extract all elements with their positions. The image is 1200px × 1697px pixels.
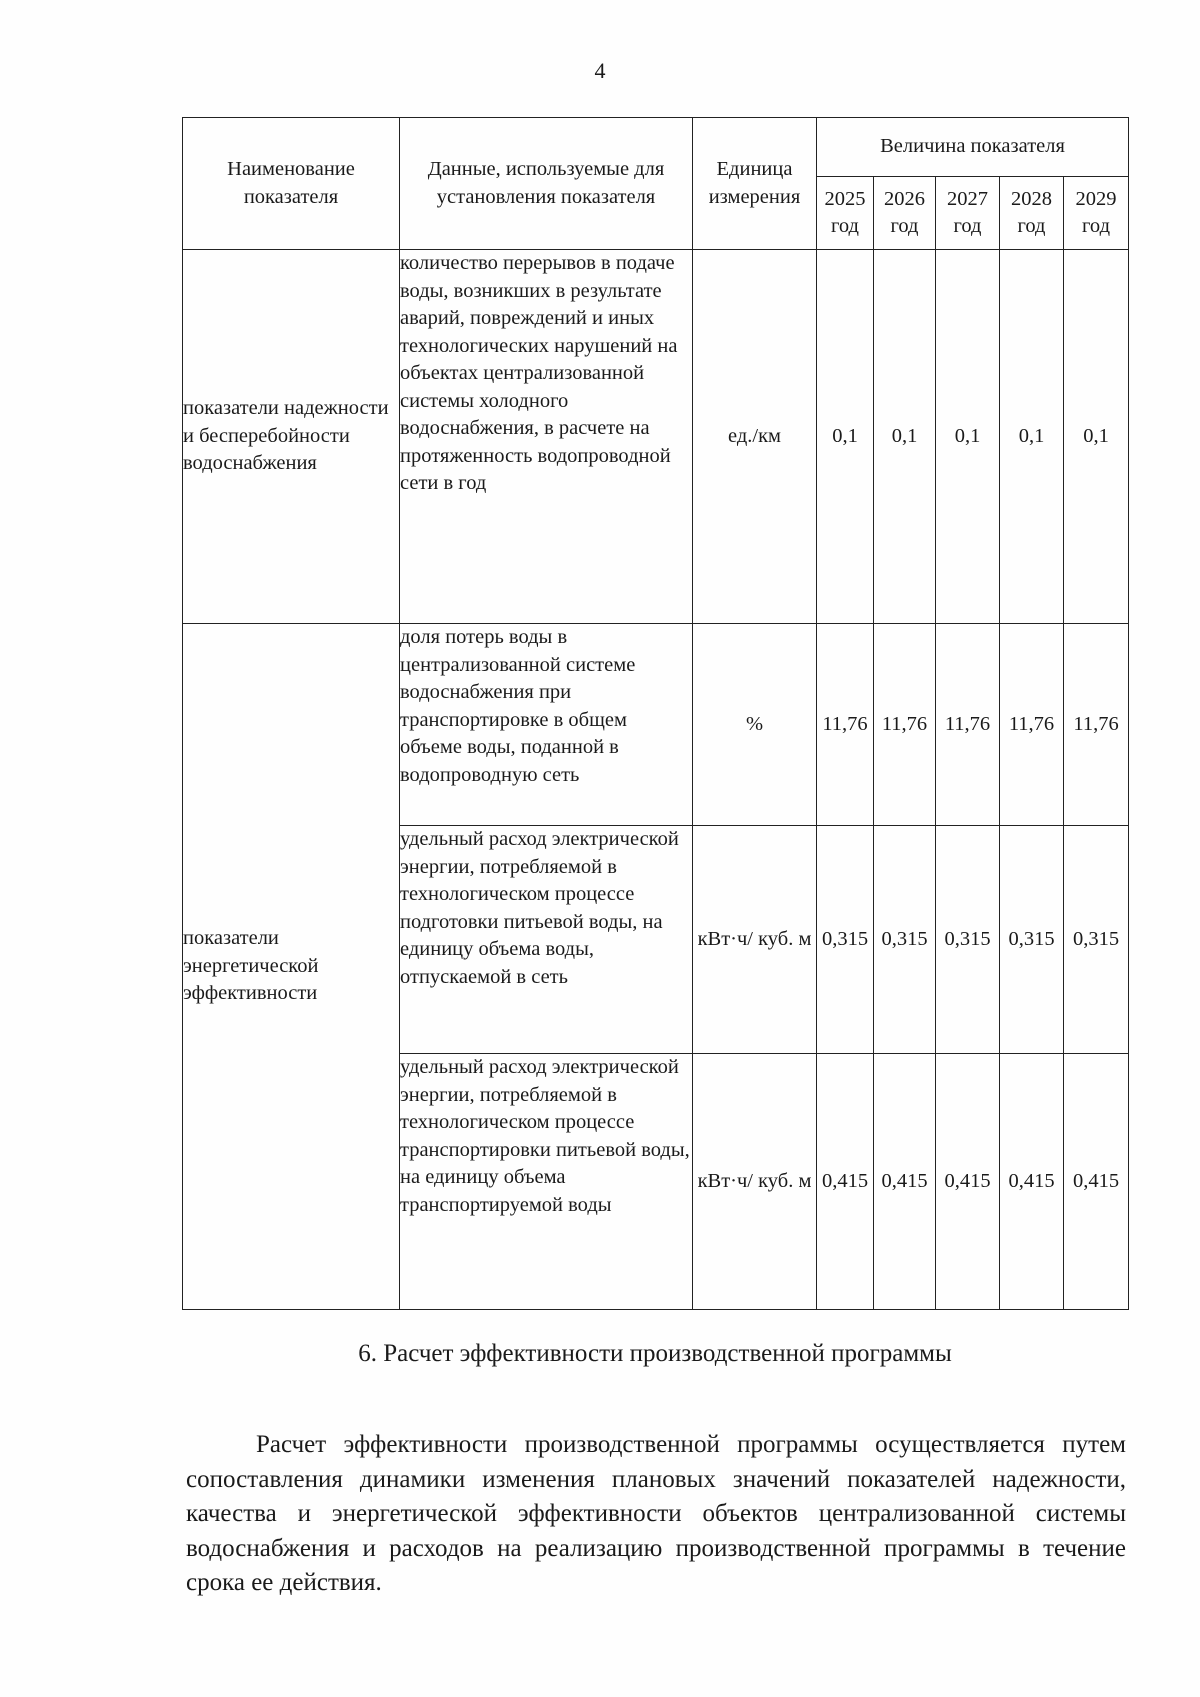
indicator-value: 0,1 [936,250,1000,624]
indicator-unit: кВт·ч/ куб. м [693,826,817,1054]
indicator-value: 0,1 [874,250,936,624]
indicator-data: доля потерь воды в централизованной системе водоснабжения при транспортировке в общем объеме воды, поданной в водопроводную сеть [400,624,693,826]
header-year: 2025 год [817,177,874,250]
section-paragraph: Расчет эффективности производственной программы осуществляется путем сопоставления динамики изменения плановых значений показателей надежности, качества и энергетической эффективности объектов централизованной системы водоснабжения и расходов на реализацию производственной программы в течение срока ее действия. [186,1431,1126,1596]
indicator-value: 0,415 [874,1054,936,1310]
indicator-value: 11,76 [817,624,874,826]
indicator-value: 11,76 [874,624,936,826]
indicator-data: удельный расход электрической энергии, потребляемой в технологическом процессе подготовки питьевой воды, на единицу объема воды, отпускаемой в сеть [400,826,693,1054]
page-number: 4 [594,58,606,83]
indicators-table [182,117,1129,1310]
indicator-unit: % [693,624,817,826]
indicator-group-name: показатели надежности и бесперебойности водоснабжения [183,250,400,624]
table-row [183,624,1129,826]
indicator-value: 0,315 [936,826,1000,1054]
indicator-value: 0,415 [1064,1054,1129,1310]
indicator-value: 0,415 [936,1054,1000,1310]
indicator-value: 0,1 [1000,250,1064,624]
indicator-value: 0,1 [1064,250,1129,624]
indicator-value: 0,1 [817,250,874,624]
header-unit: Единица измерения [693,118,817,250]
indicator-value: 0,315 [1064,826,1129,1054]
table-header-row [183,118,1129,177]
indicator-value: 0,315 [1000,826,1064,1054]
indicator-value: 11,76 [936,624,1000,826]
header-value: Величина показателя [817,118,1129,177]
indicator-group-name: показатели энергетической эффективности [183,624,400,1310]
table-row [183,250,1129,624]
indicator-unit: кВт·ч/ куб. м [693,1054,817,1310]
header-data: Данные, используемые для установления показателя [400,118,693,250]
indicator-value: 11,76 [1000,624,1064,826]
header-name: Наименование показателя [183,118,400,250]
header-year: 2029 год [1064,177,1129,250]
header-year: 2027 год [936,177,1000,250]
indicator-value: 0,315 [817,826,874,1054]
indicator-unit: ед./км [693,250,817,624]
indicator-value: 0,315 [874,826,936,1054]
indicator-data: удельный расход электрической энергии, потребляемой в технологическом процессе транспортировки питьевой воды, на единицу объема транспортируемой воды [400,1054,693,1310]
header-year: 2028 год [1000,177,1064,250]
indicator-value: 0,415 [1000,1054,1064,1310]
section-heading: 6. Расчет эффективности производственной программы [358,1340,952,1367]
indicator-data: количество перерывов в подаче воды, возникших в результате аварий, повреждений и иных технологических нарушений на объектах централизованной системы холодного водоснабжения, в расчете на протяженность водопроводной сети в год [400,250,693,624]
header-year: 2026 год [874,177,936,250]
indicator-value: 0,415 [817,1054,874,1310]
indicator-value: 11,76 [1064,624,1129,826]
